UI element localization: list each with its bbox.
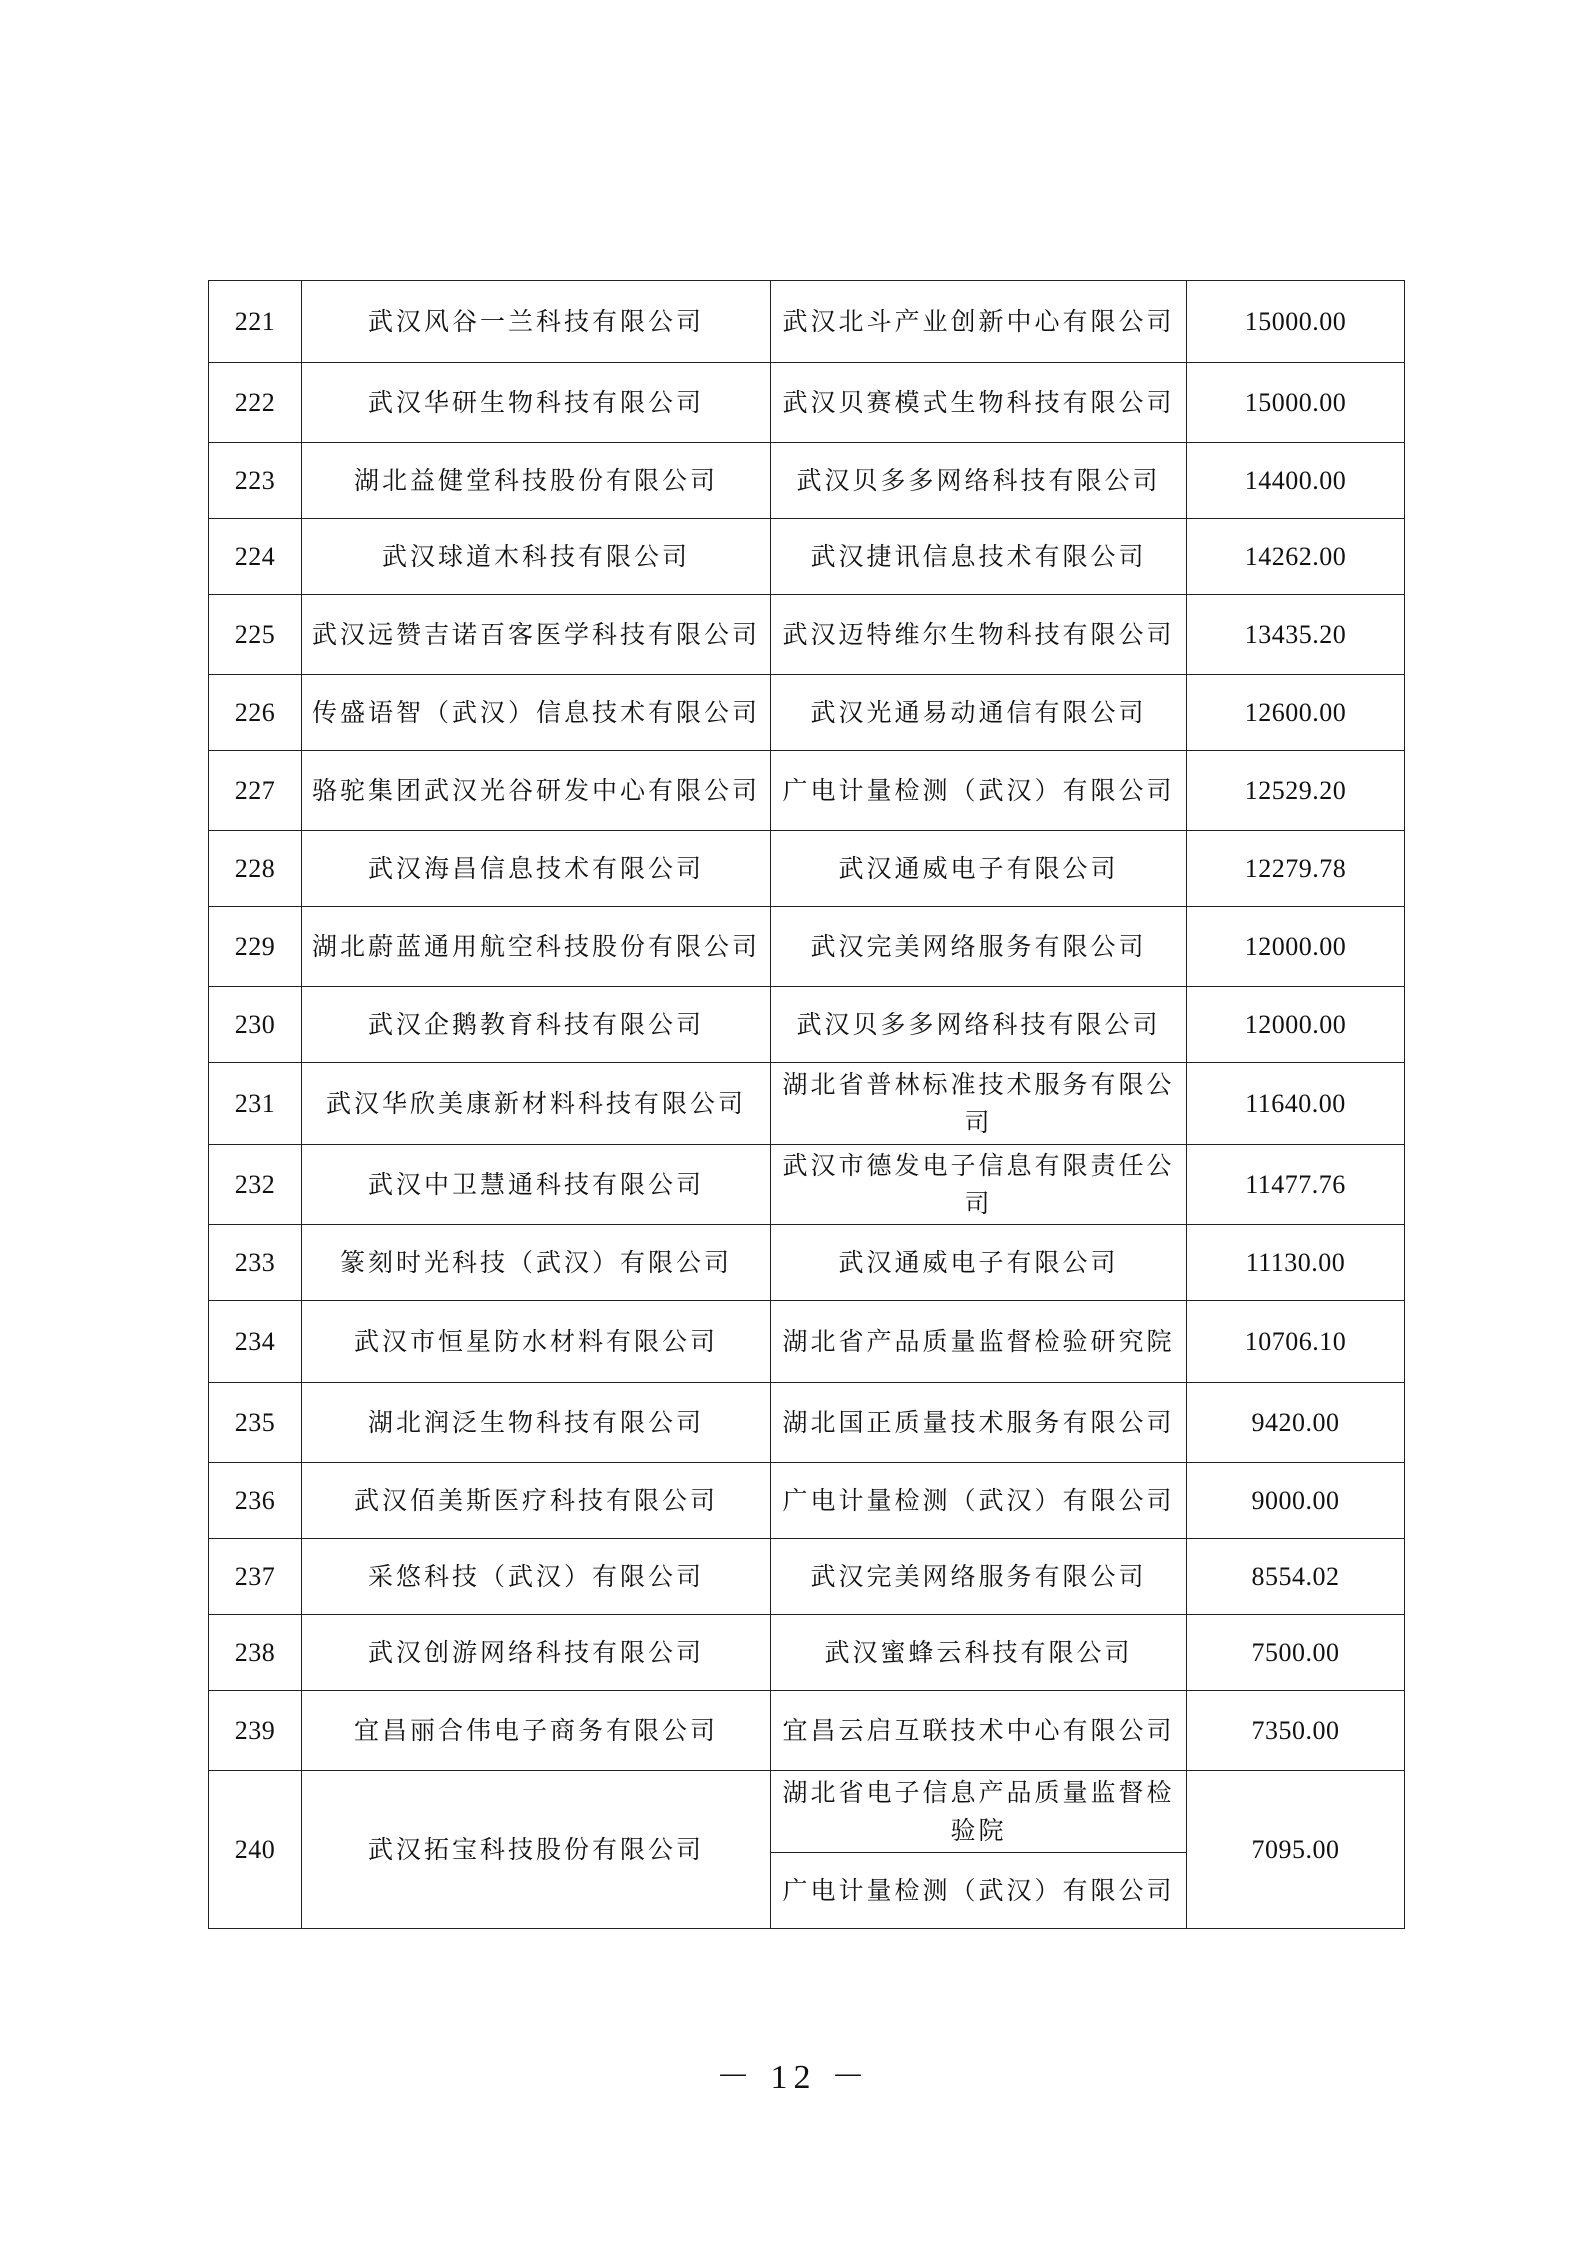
table-row (209, 831, 1405, 907)
table-row (209, 595, 1405, 675)
page-number: － 12 － (716, 2059, 871, 2096)
table-row (209, 675, 1405, 751)
service-org-cell: 湖北国正质量技术服务有限公司 (771, 1383, 1187, 1463)
table-row (209, 519, 1405, 595)
amount-cell: 15000.00 (1187, 363, 1405, 443)
amount-cell: 10706.10 (1187, 1301, 1405, 1383)
service-org-cell: 武汉光通易动通信有限公司 (771, 675, 1187, 751)
row-number-cell: 233 (209, 1225, 302, 1301)
service-org-cell: 宜昌云启互联技术中心有限公司 (771, 1691, 1187, 1771)
company-name-cell: 武汉球道木科技有限公司 (302, 519, 771, 595)
amount-cell: 14262.00 (1187, 519, 1405, 595)
amount-cell: 12279.78 (1187, 831, 1405, 907)
table-body (209, 281, 1405, 1929)
company-name-cell: 传盛语智（武汉）信息技术有限公司 (302, 675, 771, 751)
company-name-cell: 骆驼集团武汉光谷研发中心有限公司 (302, 751, 771, 831)
table-row (209, 1539, 1405, 1615)
service-org-cell: 武汉迈特维尔生物科技有限公司 (771, 595, 1187, 675)
company-name-cell: 宜昌丽合伟电子商务有限公司 (302, 1691, 771, 1771)
service-org-cell: 武汉捷讯信息技术有限公司 (771, 519, 1187, 595)
contract-table (208, 280, 1405, 1929)
service-org-cell: 武汉贝多多网络科技有限公司 (771, 443, 1187, 519)
service-org-cell: 武汉通威电子有限公司 (771, 1225, 1187, 1301)
row-number-cell: 223 (209, 443, 302, 519)
company-name-cell: 武汉拓宝科技股份有限公司 (302, 1771, 771, 1929)
row-number-cell: 224 (209, 519, 302, 595)
amount-cell: 7350.00 (1187, 1691, 1405, 1771)
row-number-cell: 234 (209, 1301, 302, 1383)
service-org-cell: 武汉市德发电子信息有限责任公司 (771, 1145, 1187, 1225)
service-org-cell: 武汉贝赛模式生物科技有限公司 (771, 363, 1187, 443)
table-row (209, 1301, 1405, 1383)
amount-cell: 12000.00 (1187, 907, 1405, 987)
company-name-cell: 武汉远赞吉诺百客医学科技有限公司 (302, 595, 771, 675)
company-name-cell: 湖北益健堂科技股份有限公司 (302, 443, 771, 519)
company-name-cell: 武汉海昌信息技术有限公司 (302, 831, 771, 907)
service-org-cell: 广电计量检测（武汉）有限公司 (771, 1463, 1187, 1539)
amount-cell: 9420.00 (1187, 1383, 1405, 1463)
company-name-cell: 武汉华研生物科技有限公司 (302, 363, 771, 443)
row-number-cell: 231 (209, 1063, 302, 1145)
row-number-cell: 232 (209, 1145, 302, 1225)
amount-cell: 12000.00 (1187, 987, 1405, 1063)
row-number-cell: 238 (209, 1615, 302, 1691)
amount-cell: 11477.76 (1187, 1145, 1405, 1225)
service-org-cell: 广电计量检测（武汉）有限公司 (771, 751, 1187, 831)
amount-cell: 15000.00 (1187, 281, 1405, 363)
row-number-cell: 235 (209, 1383, 302, 1463)
table-row (209, 281, 1405, 363)
table-row (209, 751, 1405, 831)
amount-cell: 7095.00 (1187, 1771, 1405, 1929)
company-name-cell: 武汉市恒星防水材料有限公司 (302, 1301, 771, 1383)
amount-cell: 12600.00 (1187, 675, 1405, 751)
company-name-cell: 篆刻时光科技（武汉）有限公司 (302, 1225, 771, 1301)
amount-cell: 11130.00 (1187, 1225, 1405, 1301)
service-org-cell: 武汉北斗产业创新中心有限公司 (771, 281, 1187, 363)
table-row (209, 1463, 1405, 1539)
table-row (209, 363, 1405, 443)
table-row (209, 1771, 1405, 1853)
row-number-cell: 228 (209, 831, 302, 907)
row-number-cell: 237 (209, 1539, 302, 1615)
service-org-cell: 湖北省普林标准技术服务有限公司 (771, 1063, 1187, 1145)
table-row (209, 907, 1405, 987)
service-org-cell: 武汉蜜蜂云科技有限公司 (771, 1615, 1187, 1691)
company-name-cell: 采悠科技（武汉）有限公司 (302, 1539, 771, 1615)
service-org-cell: 武汉完美网络服务有限公司 (771, 1539, 1187, 1615)
table-row (209, 1145, 1405, 1225)
row-number-cell: 230 (209, 987, 302, 1063)
table-row (209, 1615, 1405, 1691)
amount-cell: 8554.02 (1187, 1539, 1405, 1615)
row-number-cell: 225 (209, 595, 302, 675)
service-org-cell: 武汉贝多多网络科技有限公司 (771, 987, 1187, 1063)
amount-cell: 9000.00 (1187, 1463, 1405, 1539)
table-row (209, 1691, 1405, 1771)
table-row (209, 987, 1405, 1063)
service-org-cell: 武汉通威电子有限公司 (771, 831, 1187, 907)
table-row (209, 443, 1405, 519)
row-number-cell: 227 (209, 751, 302, 831)
row-number-cell: 240 (209, 1771, 302, 1929)
amount-cell: 12529.20 (1187, 751, 1405, 831)
service-org-cell: 湖北省电子信息产品质量监督检验院 (771, 1771, 1187, 1853)
company-name-cell: 武汉华欣美康新材料科技有限公司 (302, 1063, 771, 1145)
amount-cell: 11640.00 (1187, 1063, 1405, 1145)
table-row (209, 1225, 1405, 1301)
row-number-cell: 236 (209, 1463, 302, 1539)
company-name-cell: 武汉创游网络科技有限公司 (302, 1615, 771, 1691)
amount-cell: 7500.00 (1187, 1615, 1405, 1691)
service-org-cell: 武汉完美网络服务有限公司 (771, 907, 1187, 987)
service-org-cell: 广电计量检测（武汉）有限公司 (771, 1853, 1187, 1929)
table-row (209, 1063, 1405, 1145)
amount-cell: 14400.00 (1187, 443, 1405, 519)
amount-cell: 13435.20 (1187, 595, 1405, 675)
row-number-cell: 221 (209, 281, 302, 363)
row-number-cell: 239 (209, 1691, 302, 1771)
service-org-cell: 湖北省产品质量监督检验研究院 (771, 1301, 1187, 1383)
row-number-cell: 229 (209, 907, 302, 987)
company-name-cell: 武汉佰美斯医疗科技有限公司 (302, 1463, 771, 1539)
company-name-cell: 武汉风谷一兰科技有限公司 (302, 281, 771, 363)
company-name-cell: 武汉中卫慧通科技有限公司 (302, 1145, 771, 1225)
table-row (209, 1383, 1405, 1463)
row-number-cell: 222 (209, 363, 302, 443)
company-name-cell: 湖北润泛生物科技有限公司 (302, 1383, 771, 1463)
company-name-cell: 武汉企鹅教育科技有限公司 (302, 987, 771, 1063)
row-number-cell: 226 (209, 675, 302, 751)
company-name-cell: 湖北蔚蓝通用航空科技股份有限公司 (302, 907, 771, 987)
